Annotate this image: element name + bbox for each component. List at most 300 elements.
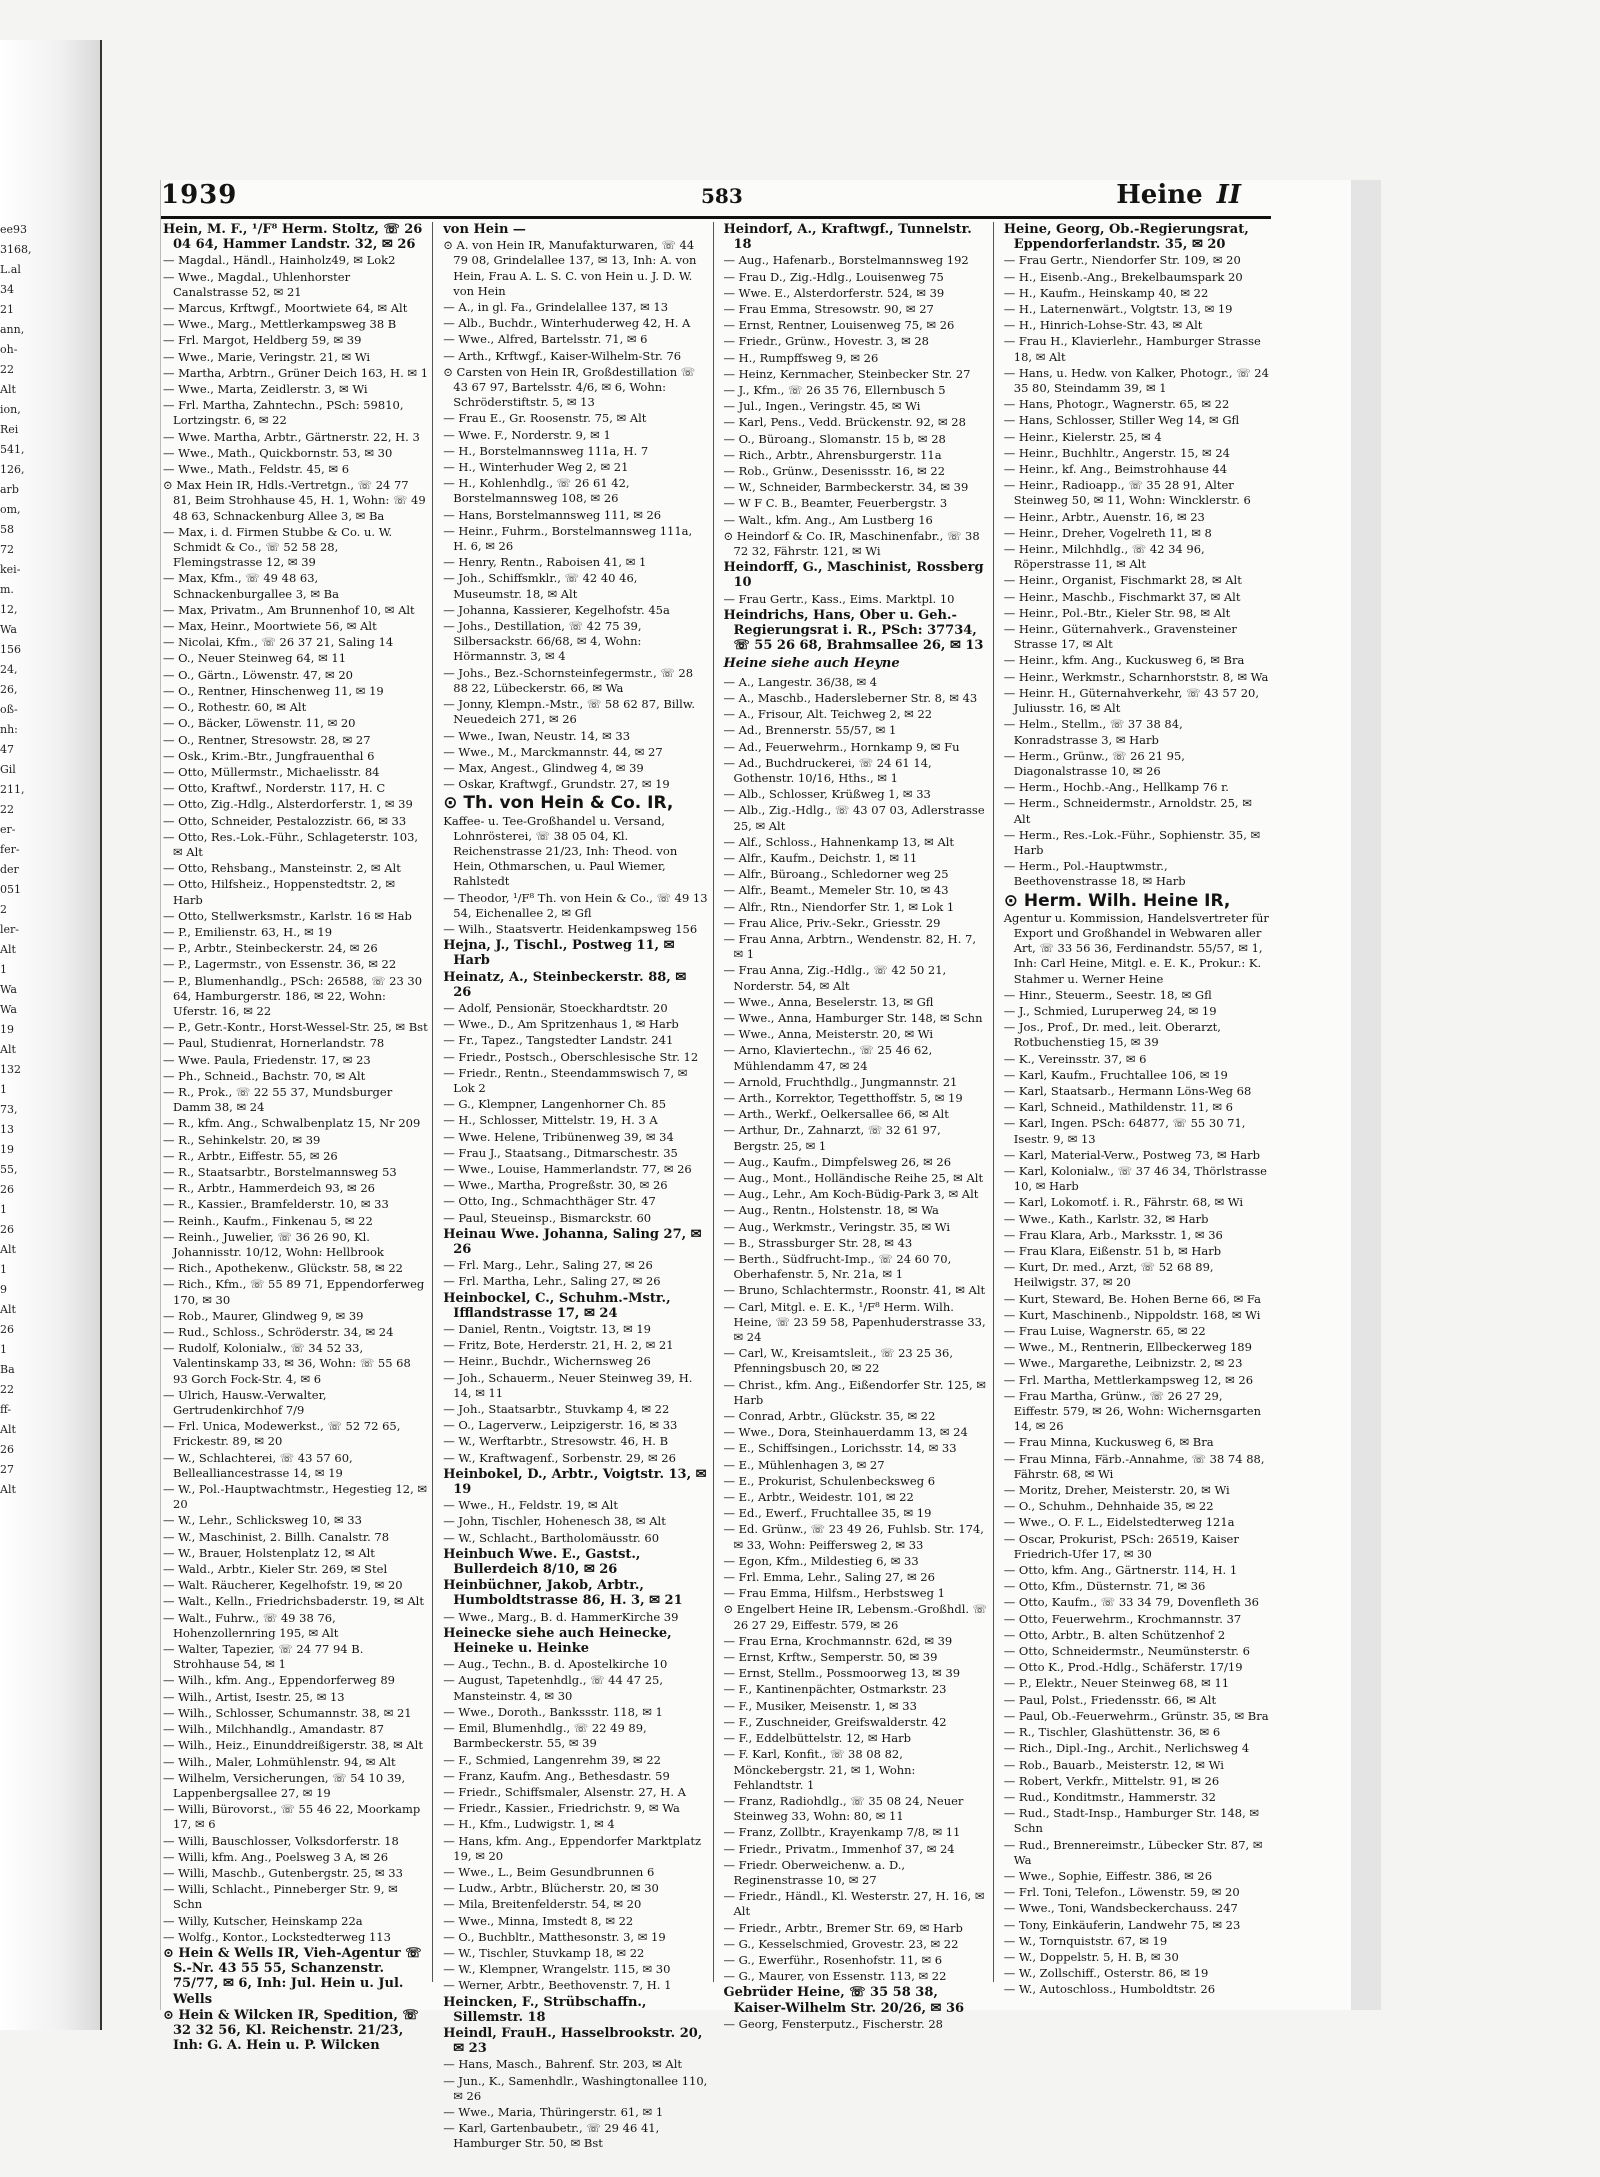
directory-entry: — Ad., Buchdruckerei, ☏ 24 61 14, Gothenstr. 10/16, Hths., ✉ 1: [724, 756, 989, 786]
directory-entry: — Wwe., Marg., B. d. HammerKirche 39: [443, 1610, 708, 1625]
directory-entry: — Otto, Stellwerksmstr., Karlstr. 16 ✉ Hab: [163, 909, 428, 924]
directory-entry: — Friedr., Privatm., Immenhof 37, ✉ 24: [724, 1842, 989, 1857]
directory-entry: — W., Maschinist, 2. Billh. Canalstr. 78: [163, 1530, 428, 1545]
directory-entry: — Frau Emma, Hilfsm., Herbstsweg 1: [724, 1586, 989, 1601]
directory-entry: — Joh., Staatsarbtr., Stuvkamp 4, ✉ 22: [443, 1402, 708, 1417]
directory-entry: — O., Büroang., Slomanstr. 15 b, ✉ 28: [724, 432, 989, 447]
directory-entry: — Wilh., Staatsvertr. Heidenkampsweg 156: [443, 922, 708, 937]
margin-fragment: Wa: [0, 623, 17, 636]
directory-entry: — Friedr. Oberweichenw. a. D., Reginenstrasse 10, ✉ 27: [724, 1858, 989, 1888]
directory-entry: — Rudolf, Kolonialw., ☏ 34 52 33, Valentinskamp 33, ✉ 36, Wohn: ☏ 55 68 93 Gorch Fock-Str. 4, ✉ 6: [163, 1341, 428, 1387]
directory-entry: — Alfr., Kaufm., Deichstr. 1, ✉ 11: [724, 851, 989, 866]
directory-entry: — Hans, Schlosser, Stiller Weg 14, ✉ Gfl: [1004, 413, 1269, 428]
directory-entry: — Aug., Werkmstr., Veringstr. 35, ✉ Wi: [724, 1220, 989, 1235]
directory-entry: — O., Lagerverw., Leipzigerstr. 16, ✉ 33: [443, 1418, 708, 1433]
directory-entry: — Jonny, Klempn.-Mstr., ☏ 58 62 87, Billw. Neuedeich 271, ✉ 26: [443, 697, 708, 727]
directory-entry: — Heinr., Radioapp., ☏ 35 28 91, Alter Steinweg 50, ✉ 11, Wohn: Wincklerstr. 6: [1004, 478, 1269, 508]
directory-entry: — Wald., Arbtr., Kieler Str. 269, ✉ Stel: [163, 1562, 428, 1577]
directory-entry: — Otto, Kraftwf., Norderstr. 117, H. C: [163, 781, 428, 796]
directory-entry: — Arno, Klaviertechn., ☏ 25 46 62, Mühlendamm 47, ✉ 24: [724, 1043, 989, 1073]
directory-entry: — W., Schlachterei, ☏ 43 57 60, Bellealliancestrasse 14, ✉ 19: [163, 1451, 428, 1481]
directory-entry: — Rud., Stadt-Insp., Hamburger Str. 148, ✉ Schn: [1004, 1806, 1269, 1836]
directory-entry: — Ed., Ewerf., Fruchtallee 35, ✉ 19: [724, 1506, 989, 1521]
directory-entry: — Carl, Mitgl. e. E. K., ¹/F⁸ Herm. Wilh. Heine, ☏ 23 59 58, Papenhuderstrasse 33, ✉ 24: [724, 1300, 989, 1346]
directory-entry: — Theodor, ¹/F⁸ Th. von Hein & Co., ☏ 49 13 54, Eichenallee 2, ✉ Gfl: [443, 891, 708, 921]
directory-entry: — Marcus, Krftwgf., Moortwiete 64, ✉ Alt: [163, 301, 428, 316]
directory-page: [160, 180, 1351, 2151]
margin-fragment: 13: [0, 1123, 14, 1136]
header-year: 1939: [161, 180, 238, 210]
directory-entry: Gebrüder Heine, ☏ 35 58 38, Kaiser-Wilhelm Str. 20/26, ✉ 36: [723, 1985, 965, 2016]
directory-entry: — Max, Kfm., ☏ 49 48 63, Schnackenburgallee 3, ✉ Ba: [163, 571, 428, 601]
directory-entry: — O., Rothestr. 60, ✉ Alt: [163, 700, 428, 715]
directory-entry: — A., Maschb., Hadersleberner Str. 8, ✉ 43: [724, 691, 989, 706]
directory-entry: — A., Frisour, Alt. Teichweg 2, ✉ 22: [724, 707, 989, 722]
directory-entry: ⊙ Carsten von Hein IR, Großdestillation ☏ 43 67 97, Bartelsstr. 4/6, ✉ 6, Wohn: Schröderstiftstr. 5, ✉ 13: [443, 364, 696, 410]
directory-entry: — H., Laternenwärt., Volgtstr. 13, ✉ 19: [1004, 302, 1269, 317]
directory-entry: — Heinr., Pol.-Btr., Kieler Str. 98, ✉ Alt: [1004, 606, 1269, 621]
directory-entry: — Wwe., L., Beim Gesundbrunnen 6: [443, 1865, 708, 1880]
directory-entry: — Wwe., Marg., Mettlerkampsweg 38 B: [163, 317, 428, 332]
margin-fragment: 19: [0, 1023, 14, 1036]
directory-entry: ⊙ Th. von Hein & Co. IR,: [443, 793, 674, 814]
directory-entry: — Frl. Emma, Lehr., Saling 27, ✉ 26: [724, 1570, 989, 1585]
directory-entry: — Karl, Schneid., Mathildenstr. 11, ✉ 6: [1004, 1100, 1269, 1115]
margin-fragment: oh-: [0, 343, 18, 356]
directory-entry: — B., Strassburger Str. 28, ✉ 43: [724, 1236, 989, 1251]
margin-fragment: 34: [0, 283, 14, 296]
directory-entry: — H., Kfm., Ludwigstr. 1, ✉ 4: [443, 1817, 708, 1832]
directory-entry: von Hein —: [443, 222, 526, 237]
directory-entry: — Ad., Brennerstr. 55/57, ✉ 1: [724, 723, 989, 738]
directory-entry: ⊙ Herm. Wilh. Heine IR,: [1003, 890, 1231, 911]
directory-entry: — Kurt, Steward, Be. Hohen Berne 66, ✉ Fa: [1004, 1292, 1269, 1307]
directory-entry: — Frau Alice, Priv.-Sekr., Griesstr. 29: [724, 916, 989, 931]
directory-entry: — Frau Emma, Stresowstr. 90, ✉ 27: [724, 302, 989, 317]
directory-entry: — Wilh., Maler, Lohmühlenstr. 94, ✉ Alt: [163, 1755, 428, 1770]
directory-entry: — Wilhelm, Versicherungen, ☏ 54 10 39, Lappenbergsallee 27, ✉ 19: [163, 1771, 428, 1801]
directory-entry: — W., Autoschloss., Humboldtstr. 26: [1004, 1982, 1269, 1997]
directory-entry: — H., Borstelmannsweg 111a, H. 7: [443, 444, 708, 459]
directory-entry: — W F C. B., Beamter, Feuerbergstr. 3: [724, 496, 989, 511]
directory-entry: — Ph., Schneid., Bachstr. 70, ✉ Alt: [163, 1069, 428, 1084]
directory-entry: — W., Schlacht., Bartholomäusstr. 60: [443, 1531, 708, 1546]
directory-entry: — F., Zuschneider, Greifswalderstr. 42: [724, 1715, 989, 1730]
directory-entry: — Frl. Marg., Lehr., Saling 27, ✉ 26: [443, 1258, 708, 1273]
directory-entry: — Frl. Margot, Heldberg 59, ✉ 39: [163, 333, 428, 348]
directory-entry: Heindrichs, Hans, Ober u. Geh.-Regierungsrat i. R., PSch: 37734, ☏ 55 26 68, Brahmsallee 26, ✉ 13: [723, 607, 984, 654]
directory-entry: — Ernst, Rentner, Louisenweg 75, ✉ 26: [724, 318, 989, 333]
directory-entry: — Alb., Zig.-Hdlg., ☏ 43 07 03, Adlerstrasse 25, ✉ Alt: [724, 803, 989, 833]
margin-fragment: 26: [0, 1443, 14, 1456]
directory-entry: — Joh., Schiffsmklr., ☏ 42 40 46, Museumstr. 18, ✉ Alt: [443, 571, 708, 601]
directory-entry: — Walt., kfm. Ang., Am Lustberg 16: [724, 513, 989, 528]
directory-entry: — Wwe. E., Alsterdorferstr. 524, ✉ 39: [724, 286, 989, 301]
directory-entry: — Karl, Staatsarb., Hermann Löns-Weg 68: [1004, 1084, 1269, 1099]
directory-entry: — Otto, Kaufm., ☏ 33 34 79, Dovenfleth 36: [1004, 1595, 1269, 1610]
margin-fragment: 132: [0, 1063, 21, 1076]
directory-entry: — W., Lehr., Schlicksweg 10, ✉ 33: [163, 1513, 428, 1528]
directory-entry: — Werner, Arbtr., Beethovenstr. 7, H. 1: [443, 1978, 708, 1993]
directory-entry: — K., Vereinsstr. 37, ✉ 6: [1004, 1052, 1269, 1067]
directory-entry: — Tony, Einkäuferin, Landwehr 75, ✉ 23: [1004, 1918, 1269, 1933]
directory-entry: — Arth., Werkf., Oelkersallee 66, ✉ Alt: [724, 1107, 989, 1122]
directory-entry: — Wilh., Milchhandlg., Amandastr. 87: [163, 1722, 428, 1737]
margin-fragment: 26: [0, 1183, 14, 1196]
directory-entry: — Frau Luise, Wagnerstr. 65, ✉ 22: [1004, 1324, 1269, 1339]
directory-entry: — Alf., Schloss., Hahnenkamp 13, ✉ Alt: [724, 835, 989, 850]
directory-entry: — R., Arbtr., Eiffestr. 55, ✉ 26: [163, 1149, 428, 1164]
directory-entry: — Wwe., Doroth., Bankssstr. 118, ✉ 1: [443, 1705, 708, 1720]
directory-entry: — Arnold, Fruchthdlg., Jungmannstr. 21: [724, 1075, 989, 1090]
directory-entry: — Frau E., Gr. Roosenstr. 75, ✉ Alt: [443, 411, 708, 426]
directory-entry: — Otto, Arbtr., B. alten Schützenhof 2: [1004, 1628, 1269, 1643]
directory-entry: — Otto, Res.-Lok.-Führ., Schlageterstr. 103, ✉ Alt: [163, 830, 428, 860]
margin-fragment: kei-: [0, 563, 21, 576]
directory-entry: — Martha, Arbtrn., Grüner Deich 163, H. ✉ 1: [163, 366, 428, 381]
directory-entry: — Rob., Bauarb., Meisterstr. 12, ✉ Wi: [1004, 1758, 1269, 1773]
directory-entry: — Fritz, Bote, Herderstr. 21, H. 2, ✉ 21: [443, 1338, 708, 1353]
margin-fragment: 1: [0, 1203, 7, 1216]
margin-fragment: 1: [0, 963, 7, 976]
directory-entry: — Frau Minna, Färb.-Annahme, ☏ 38 74 88, Fährstr. 68, ✉ Wi: [1004, 1452, 1269, 1482]
directory-entry: — Aug., Techn., B. d. Apostelkirche 10: [443, 1657, 708, 1672]
directory-entry: — Otto K., Prod.-Hdlg., Schäferstr. 17/19: [1004, 1660, 1269, 1675]
directory-entry: — Fr., Tapez., Tangstedter Landstr. 241: [443, 1033, 708, 1048]
directory-entry: — Willi, Bürovorst., ☏ 55 46 22, Moorkamp 17, ✉ 6: [163, 1802, 428, 1832]
directory-entry: — Otto, Rehsbang., Mansteinstr. 2, ✉ Alt: [163, 861, 428, 876]
directory-entry: — Otto, kfm. Ang., Gärtnerstr. 114, H. 1: [1004, 1563, 1269, 1578]
directory-entry: — Herm., Grünw., ☏ 26 21 95, Diagonalstrasse 10, ✉ 26: [1004, 749, 1269, 779]
directory-entry: — Wwe., Sophie, Eiffestr. 386, ✉ 26: [1004, 1869, 1269, 1884]
margin-fragment: 26: [0, 1323, 14, 1336]
directory-entry: — W., Pol.-Hauptwachtmstr., Hegestieg 12, ✉ 20: [163, 1482, 428, 1512]
directory-entry: — R., Prok., ☏ 22 55 37, Mundsburger Damm 38, ✉ 24: [163, 1085, 428, 1115]
directory-entry: Hein, M. F., ¹/F⁸ Herm. Stoltz, ☏ 26 04 64, Hammer Landstr. 32, ✉ 26: [163, 222, 423, 253]
margin-fragment: Gil: [0, 763, 16, 776]
directory-entry: — Frau Erna, Krochmannstr. 62d, ✉ 39: [724, 1634, 989, 1649]
directory-entry: — Frl. Martha, Zahntechn., PSch: 59810, Lortzingstr. 6, ✉ 22: [163, 398, 428, 428]
directory-entry: — Ludw., Arbtr., Blücherstr. 20, ✉ 30: [443, 1881, 708, 1896]
directory-entry: — G., Ewerführ., Rosenhofstr. 11, ✉ 6: [724, 1953, 989, 1968]
directory-entry: — Herm., Hochb.-Ang., Hellkamp 76 r.: [1004, 780, 1269, 795]
margin-fragment: 12,: [0, 603, 18, 616]
directory-entry: — Paul, Studienrat, Hornerlandstr. 78: [163, 1036, 428, 1051]
directory-entry: ⊙ Max Hein IR, Hdls.-Vertretgn., ☏ 24 77 81, Beim Strohhause 45, H. 1, Wohn: ☏ 49 48 63, Schnackenburg Allee 3, ✉ Ba: [163, 478, 426, 523]
directory-entry: — Moritz, Dreher, Meisterstr. 20, ✉ Wi: [1004, 1483, 1269, 1498]
directory-entry: Heinau Wwe. Johanna, Saling 27, ✉ 26: [443, 1226, 702, 1257]
directory-entry: — Georg, Fensterputz., Fischerstr. 28: [724, 2017, 989, 2032]
directory-entry: — Friedr., Postsch., Oberschlesische Str. 12: [443, 1050, 708, 1065]
directory-entry: — P., Elektr., Neuer Steinweg 68, ✉ 11: [1004, 1676, 1269, 1691]
directory-entry: — G., Kesselschmied, Grovestr. 23, ✉ 22: [724, 1937, 989, 1952]
directory-entry: — F., Musiker, Meisenstr. 1, ✉ 33: [724, 1699, 989, 1714]
directory-entry: — Rud., Konditmstr., Hammerstr. 32: [1004, 1790, 1269, 1805]
margin-fragment: 1: [0, 1263, 7, 1276]
directory-entry: Heinbokel, D., Arbtr., Voigtstr. 13, ✉ 19: [443, 1466, 707, 1498]
margin-fragment: 72: [0, 543, 14, 556]
directory-entry: — Wolfg., Kontor., Lockstedterweg 113: [163, 1930, 428, 1945]
directory-entry: — R., Staatsarbtr., Borstelmannsweg 53: [163, 1165, 428, 1180]
directory-entry: — Otto, Zig.-Hdlg., Alsterdorferstr. 1, ✉ 39: [163, 797, 428, 812]
directory-entry: — Willi, Schlacht., Pinneberger Str. 9, ✉ Schn: [163, 1882, 428, 1912]
directory-entry: — G., Klempner, Langenhorner Ch. 85: [443, 1097, 708, 1112]
directory-entry: — Wwe., Louise, Hammerlandstr. 77, ✉ 26: [443, 1162, 708, 1177]
directory-entry: — O., Buchbltr., Matthesonstr. 3, ✉ 19: [443, 1930, 708, 1945]
directory-entry: — P., Getr.-Kontr., Horst-Wessel-Str. 25, ✉ Bst: [163, 1020, 428, 1035]
directory-entry: — Karl, Kaufm., Fruchtallee 106, ✉ 19: [1004, 1068, 1269, 1083]
directory-entry: — Ernst, Krftw., Semperstr. 50, ✉ 39: [724, 1650, 989, 1665]
directory-entry: — O., Rentner, Stresowstr. 28, ✉ 27: [163, 733, 428, 748]
directory-entry: — Wwe., D., Am Spritzenhaus 1, ✉ Harb: [443, 1017, 708, 1032]
header-surname-text: Heine: [1116, 180, 1203, 210]
directory-entry: — Alfr., Rtn., Niendorfer Str. 1, ✉ Lok 1: [724, 900, 989, 915]
directory-entry: — Wwe., M., Marckmannstr. 44, ✉ 27: [443, 745, 708, 760]
directory-entry: — Aug., Kaufm., Dimpfelsweg 26, ✉ 26: [724, 1155, 989, 1170]
directory-entry: — E., Mühlenhagen 3, ✉ 27: [724, 1458, 989, 1473]
margin-fragment: 55,: [0, 1163, 18, 1176]
directory-entry: — E., Prokurist, Schulenbecksweg 6: [724, 1474, 989, 1489]
directory-entry: — E., Arbtr., Weidestr. 101, ✉ 22: [724, 1490, 989, 1505]
directory-entry: — Arth., Korrektor, Tegetthoffstr. 5, ✉ 19: [724, 1091, 989, 1106]
directory-entry: — H., Eisenb.-Ang., Brekelbaumspark 20: [1004, 270, 1269, 285]
margin-fragment: Alt: [0, 1243, 16, 1256]
directory-entry: — Wwe., Anna, Beselerstr. 13, ✉ Gfl: [724, 995, 989, 1010]
directory-entry: — Johs., Bez.-Schornsteinfegermstr., ☏ 28 88 22, Lübeckerstr. 66, ✉ Wa: [443, 666, 708, 696]
directory-entry: — P., Emilienstr. 63, H., ✉ 19: [163, 925, 428, 940]
margin-fragment: Ba: [0, 1363, 15, 1376]
directory-entry: — Hans, Borstelmannsweg 111, ✉ 26: [443, 508, 708, 523]
directory-entry: — P., Blumenhandlg., PSch: 26588, ☏ 23 30 64, Hamburgerstr. 186, ✉ 22, Wohn: Uferstr. 16, ✉ 22: [163, 974, 428, 1020]
directory-entry: — Frau D., Zig.-Hdlg., Louisenweg 75: [724, 270, 989, 285]
directory-entry: — Johs., Destillation, ☏ 42 75 39, Silbersackstr. 66/68, ✉ 4, Wohn: Hörmannstr. 3, ✉ 4: [443, 619, 708, 665]
margin-fragment: 211,: [0, 783, 25, 796]
directory-entry: — Rich., Dipl.-Ing., Archit., Nerlichsweg 4: [1004, 1741, 1269, 1756]
margin-fragment: Wa: [0, 983, 17, 996]
directory-entry: — Heinr. H., Güternahverkehr, ☏ 43 57 20, Juliusstr. 16, ✉ Alt: [1004, 686, 1269, 716]
directory-entry: — Reinh., Juwelier, ☏ 36 26 90, Kl. Johannisstr. 10/12, Wohn: Hellbrook: [163, 1230, 428, 1260]
directory-entry: — Frau Anna, Zig.-Hdlg., ☏ 42 50 21, Norderstr. 54, ✉ Alt: [724, 963, 989, 993]
directory-entry: — Oscar, Prokurist, PSch: 26519, Kaiser Friedrich-Ufer 17, ✉ 30: [1004, 1532, 1269, 1562]
directory-entry: — Carl, W., Kreisamtsleit., ☏ 23 25 36, Pfenningsbusch 20, ✉ 22: [724, 1346, 989, 1376]
directory-entry: — J., Schmied, Luruperweg 24, ✉ 19: [1004, 1004, 1269, 1019]
directory-entry: Heindorff, G., Maschinist, Rossberg 10: [723, 560, 984, 591]
margin-fragment: Wa: [0, 1003, 17, 1016]
directory-entry: — Herm., Pol.-Hauptwmstr., Beethovenstrasse 18, ✉ Harb: [1004, 859, 1269, 889]
directory-entry: — Heinr., Kielerstr. 25, ✉ 4: [1004, 430, 1269, 445]
directory-entry: — Willy, Kutscher, Heinskamp 22a: [163, 1914, 428, 1929]
directory-entry: — W., Brauer, Holstenplatz 12, ✉ Alt: [163, 1546, 428, 1561]
directory-entry: — Wwe., Minna, Imstedt 8, ✉ 22: [443, 1914, 708, 1929]
directory-entry: — Heinr., kfm. Ang., Kuckusweg 6, ✉ Bra: [1004, 653, 1269, 668]
directory-column-4: [1003, 222, 1273, 1997]
directory-entry: — Frau H., Klavierlehr., Hamburger Strasse 18, ✉ Alt: [1004, 334, 1269, 364]
directory-entry: — A., Langestr. 36/38, ✉ 4: [724, 675, 989, 690]
directory-entry: — Heinr., Dreher, Vogelreth 11, ✉ 8: [1004, 526, 1269, 541]
directory-entry: — Walt., Kelln., Friedrichsbaderstr. 19, ✉ Alt: [163, 1594, 428, 1609]
directory-entry: — Herm., Schneidermstr., Arnoldstr. 25, ✉ Alt: [1004, 796, 1269, 826]
directory-entry: Agentur u. Kommission, Handelsvertreter für Export und Großhandel in Webwaren aller Art, ☏ 33 56 36, Ferdinandstr. 55/57, ✉ 1, Inh: Carl Heine, Mitgl. e. E. K., Prokur.: K. Stahmer u. Werner Heine: [1003, 910, 1269, 986]
directory-entry: — W., Tornquiststr. 67, ✉ 19: [1004, 1934, 1269, 1949]
directory-entry: — Friedr., Händl., Kl. Westerstr. 27, H. 16, ✉ Alt: [724, 1889, 989, 1919]
directory-entry: — Aug., Mont., Holländische Reihe 25, ✉ Alt: [724, 1171, 989, 1186]
directory-entry: — Rob., Grünw., Desenissstr. 16, ✉ 22: [724, 464, 989, 479]
directory-entry: — Robert, Verkfr., Mittelstr. 91, ✉ 26: [1004, 1774, 1269, 1789]
directory-entry: — W., Schneider, Barmbeckerstr. 34, ✉ 39: [724, 480, 989, 495]
directory-entry: — Heinr., Werkmstr., Scharnhorststr. 8, ✉ Wa: [1004, 670, 1269, 685]
margin-fragment: 22: [0, 1383, 14, 1396]
directory-entry: — Wwe., M., Rentnerin, Ellbeckerweg 189: [1004, 1340, 1269, 1355]
directory-entry: — Conrad, Arbtr., Glückstr. 35, ✉ 22: [724, 1409, 989, 1424]
directory-entry: — Heinr., Maschb., Fischmarkt 37, ✉ Alt: [1004, 590, 1269, 605]
directory-entry: — Wwe. Paula, Friedenstr. 17, ✉ 23: [163, 1053, 428, 1068]
directory-entry: — Wwe., Kath., Karlstr. 32, ✉ Harb: [1004, 1212, 1269, 1227]
directory-entry: — Frl. Martha, Mettlerkampsweg 12, ✉ 26: [1004, 1373, 1269, 1388]
margin-fragment: 21: [0, 303, 14, 316]
directory-entry: — Christ., kfm. Ang., Eißendorfer Str. 125, ✉ Harb: [724, 1378, 989, 1408]
directory-entry: — Max, i. d. Firmen Stubbe & Co. u. W. Schmidt & Co., ☏ 52 58 28, Flemingstrasse 12, ✉ 39: [163, 525, 428, 571]
margin-fragment: 051: [0, 883, 21, 896]
directory-entry: — Wwe., Alfred, Bartelsstr. 71, ✉ 6: [443, 332, 708, 347]
directory-entry: — Wwe. Martha, Arbtr., Gärtnerstr. 22, H. 3: [163, 430, 428, 445]
directory-entry: — H., Rumpffsweg 9, ✉ 26: [724, 351, 989, 366]
directory-entry: — Willi, kfm. Ang., Poelsweg 3 A, ✉ 26: [163, 1850, 428, 1865]
directory-entry: — Otto, Feuerwehrm., Krochmannstr. 37: [1004, 1612, 1269, 1627]
directory-entry: — H., Kaufm., Heinskamp 40, ✉ 22: [1004, 286, 1269, 301]
directory-entry: — Franz, Zollbtr., Krayenkamp 7/8, ✉ 11: [724, 1825, 989, 1840]
directory-entry: — Frl. Martha, Lehr., Saling 27, ✉ 26: [443, 1274, 708, 1289]
directory-entry: — H., Winterhuder Weg 2, ✉ 21: [443, 460, 708, 475]
directory-entry: — H., Kohlenhdlg., ☏ 26 61 42, Borstelmannsweg 108, ✉ 26: [443, 476, 708, 506]
directory-entry: — H., Schlosser, Mittelstr. 19, H. 3 A: [443, 1113, 708, 1128]
directory-entry: — O., Neuer Steinweg 64, ✉ 11: [163, 651, 428, 666]
directory-entry: — Daniel, Rentn., Voigtstr. 13, ✉ 19: [443, 1322, 708, 1337]
directory-entry: — Aug., Hafenarb., Borstelmannsweg 192: [724, 253, 989, 268]
directory-entry: Heinbockel, C., Schuhm.-Mstr., Ifflandstrasse 17, ✉ 24: [443, 1290, 671, 1321]
directory-entry: — W., Zollschiff., Osterstr. 86, ✉ 19: [1004, 1966, 1269, 1981]
directory-entry: — Adolf, Pensionär, Stoeckhardtstr. 20: [443, 1001, 708, 1016]
directory-entry: Kaffee- u. Tee-Großhandel u. Versand, Lohnrösterei, ☏ 38 05 04, Kl. Reichenstrasse 21/23, Inh: Theod. von Hein, Othmarschen, u. Paul Wiemer, Rahlstedt: [443, 813, 678, 889]
directory-entry: Heine, Georg, Ob.-Regierungsrat, Eppendorferlandstr. 35, ✉ 20: [1003, 222, 1249, 253]
directory-entry: — P., Arbtr., Steinbeckerstr. 24, ✉ 26: [163, 941, 428, 956]
directory-entry: — F. Karl, Konfit., ☏ 38 08 82, Mönckebergstr. 21, ✉ 1, Wohn: Fehlandtstr. 1: [724, 1747, 989, 1793]
directory-entry: — Heinr., Milchhdlg., ☏ 42 34 96, Röperstrasse 11, ✉ Alt: [1004, 542, 1269, 572]
directory-entry: — August, Tapetenhdlg., ☏ 44 47 25, Mansteinstr. 4, ✉ 30: [443, 1673, 708, 1703]
directory-entry: Heinbuch Wwe. E., Gastst., Bullerdeich 8/10, ✉ 26: [443, 1546, 641, 1578]
directory-entry: — Herm., Res.-Lok.-Führ., Sophienstr. 35, ✉ Harb: [1004, 828, 1269, 858]
directory-entry: — Paul, Ob.-Feuerwehrm., Grünstr. 35, ✉ Bra: [1004, 1709, 1269, 1724]
margin-fragment: om,: [0, 503, 21, 516]
directory-entry: — Frau Klara, Arb., Marksstr. 1, ✉ 36: [1004, 1228, 1269, 1243]
directory-entry: — Max, Angest., Glindweg 4, ✉ 39: [443, 761, 708, 776]
directory-entry: — Frau Klara, Eißenstr. 51 b, ✉ Harb: [1004, 1244, 1269, 1259]
directory-entry: — Emil, Blumenhdlg., ☏ 22 49 89, Barmbeckerstr. 55, ✉ 39: [443, 1721, 708, 1751]
directory-entry: — Max, Privatm., Am Brunnenhof 10, ✉ Alt: [163, 603, 428, 618]
directory-entry: — Heinr., kf. Ang., Beimstrohhause 44: [1004, 462, 1269, 477]
directory-entry: — Oskar, Kraftwgf., Grundstr. 27, ✉ 19: [443, 777, 708, 792]
directory-entry: — W., Doppelstr. 5, H. B, ✉ 30: [1004, 1950, 1269, 1965]
directory-entry: — Ad., Feuerwehrm., Hornkamp 9, ✉ Fu: [724, 740, 989, 755]
margin-fragment: ler-: [0, 923, 20, 936]
directory-entry: — Karl, Ingen. PSch: 64877, ☏ 55 30 71, Isestr. 9, ✉ 13: [1004, 1116, 1269, 1146]
margin-fragment: 1: [0, 1083, 7, 1096]
margin-fragment: 24,: [0, 663, 18, 676]
directory-entry: — Otto, Hilfsheiz., Hoppenstedtstr. 2, ✉ Harb: [163, 877, 428, 907]
directory-entry: Heinecke siehe auch Heinecke, Heineke u. Heinke: [443, 1625, 672, 1657]
directory-entry: ⊙ Hein & Wilcken IR, Spedition, ☏ 32 32 56, Kl. Reichenstr. 21/23, Inh: G. A. Hein u. P. Wilcken: [163, 2007, 419, 2054]
directory-entry: Heinatz, A., Steinbeckerstr. 88, ✉ 26: [443, 969, 687, 1000]
directory-entry: — Magdal., Händl., Hainholz49, ✉ Lok2: [163, 253, 428, 268]
directory-entry: — W., Kraftwagenf., Sorbenstr. 29, ✉ 26: [443, 1451, 708, 1466]
directory-entry: — Franz, Radiohdlg., ☏ 35 08 24, Neuer Steinweg 33, Wohn: 80, ✉ 11: [724, 1794, 989, 1824]
directory-entry: — Wwe., Dora, Steinhauerdamm 13, ✉ 24: [724, 1425, 989, 1440]
directory-column-2: [443, 222, 713, 2151]
directory-entry: — Heinr., Buchdr., Wichernsweg 26: [443, 1354, 708, 1369]
directory-entry: — E., Schiffsingen., Lorichsstr. 14, ✉ 33: [724, 1441, 989, 1456]
margin-fragment: Rei: [0, 423, 19, 436]
directory-entry: — R., kfm. Ang., Schwalbenplatz 15, Nr 209: [163, 1116, 428, 1131]
directory-column-1: [163, 222, 433, 2054]
directory-entry: — Karl, Lokomotf. i. R., Fährstr. 68, ✉ Wi: [1004, 1195, 1269, 1210]
directory-entry: — Hans, kfm. Ang., Eppendorfer Marktplatz 19, ✉ 20: [443, 1834, 708, 1864]
margin-fragment: er-: [0, 823, 16, 836]
directory-entry: — Willi, Bauschlosser, Volksdorferstr. 18: [163, 1834, 428, 1849]
directory-entry: — Wwe., Toni, Wandsbeckerchauss. 247: [1004, 1901, 1269, 1916]
directory-entry: — G., Maurer, von Essenstr. 113, ✉ 22: [724, 1969, 989, 1984]
directory-entry: Heinbüchner, Jakob, Arbtr., Humboldtstrasse 86, H. 3, ✉ 21: [443, 1578, 683, 1609]
directory-entry: Heindl, FrauH., Hasselbrookstr. 20, ✉ 23: [443, 2025, 703, 2057]
margin-fragment: 9: [0, 1283, 7, 1296]
directory-entry: — Heinr., Güternahverk., Gravensteiner Strasse 17, ✉ Alt: [1004, 622, 1269, 652]
directory-entry: — Paul, Polst., Friedensstr. 66, ✉ Alt: [1004, 1693, 1269, 1708]
directory-entry: — J., Kfm., ☏ 26 35 76, Ellernbusch 5: [724, 383, 989, 398]
directory-entry: — Wwe., Margarethe, Leibnizstr. 2, ✉ 23: [1004, 1356, 1269, 1371]
directory-entry: — Ulrich, Hausw.-Verwalter, Gertrudenkirchhof 7/9: [163, 1388, 428, 1418]
directory-entry: — Wwe., Marie, Veringstr. 21, ✉ Wi: [163, 350, 428, 365]
directory-entry: — Frau Anna, Arbtrn., Wendenstr. 82, H. 7, ✉ 1: [724, 932, 989, 962]
margin-fragment: 22: [0, 803, 14, 816]
directory-entry: — Wilh., Artist, Isestr. 25, ✉ 13: [163, 1690, 428, 1705]
margin-fragment: nh:: [0, 723, 18, 736]
directory-entry: — Nicolai, Kfm., ☏ 26 37 21, Saling 14: [163, 635, 428, 650]
directory-entry: — Walter, Tapezier, ☏ 24 77 94 B. Strohhause 54, ✉ 1: [163, 1642, 428, 1672]
directory-entry: — Frau J., Staatsang., Ditmarschestr. 35: [443, 1146, 708, 1161]
directory-entry: — W., Werftarbtr., Stresowstr. 46, H. B: [443, 1434, 708, 1449]
directory-entry: — Hans, u. Hedw. von Kalker, Photogr., ☏ 24 35 80, Steindamm 39, ✉ 1: [1004, 366, 1269, 396]
directory-entry: — Hans, Photogr., Wagnerstr. 65, ✉ 22: [1004, 397, 1269, 412]
directory-entry: — Wwe., Maria, Thüringerstr. 61, ✉ 1: [443, 2105, 708, 2120]
directory-entry: — Helm., Stellm., ☏ 37 38 84, Konradstrasse 3, ✉ Harb: [1004, 717, 1269, 747]
directory-entry: — Rich., Kfm., ☏ 55 89 71, Eppendorferweg 170, ✉ 30: [163, 1277, 428, 1307]
directory-entry: — Frau Minna, Kuckusweg 6, ✉ Bra: [1004, 1435, 1269, 1450]
directory-entry: — Friedr., Kassier., Friedrichstr. 9, ✉ Wa: [443, 1801, 708, 1816]
directory-entry: — Wilh., Heiz., Einunddreißigerstr. 38, ✉ Alt: [163, 1738, 428, 1753]
margin-fragment: 2: [0, 903, 7, 916]
directory-entry: — Alfr., Büroang., Schledorner weg 25: [724, 867, 989, 882]
directory-entry: — Alb., Buchdr., Winterhuderweg 42, H. A: [443, 316, 708, 331]
directory-entry: — Heinr., Organist, Fischmarkt 28, ✉ Alt: [1004, 573, 1269, 588]
directory-entry: — Karl, Kolonialw., ☏ 37 46 34, Thörlstrasse 10, ✉ Harb: [1004, 1164, 1269, 1194]
directory-entry: — Karl, Pens., Vedd. Brückenstr. 92, ✉ 28: [724, 415, 989, 430]
directory-entry: — A., in gl. Fa., Grindelallee 137, ✉ 13: [443, 300, 708, 315]
directory-entry: — Rud., Brennereimstr., Lübecker Str. 87, ✉ Wa: [1004, 1838, 1269, 1868]
margin-fragment: Alt: [0, 1483, 16, 1496]
page-shadow: [1358, 200, 1380, 2010]
directory-entry: Heindorf, A., Kraftwgf., Tunnelstr. 18: [723, 222, 972, 253]
directory-entry: — Arthur, Dr., Zahnarzt, ☏ 32 61 97, Bergstr. 25, ✉ 1: [724, 1123, 989, 1153]
directory-entry: — Wilh., Schlosser, Schumannstr. 38, ✉ 21: [163, 1706, 428, 1721]
margin-fragment: ff-: [0, 1403, 12, 1416]
